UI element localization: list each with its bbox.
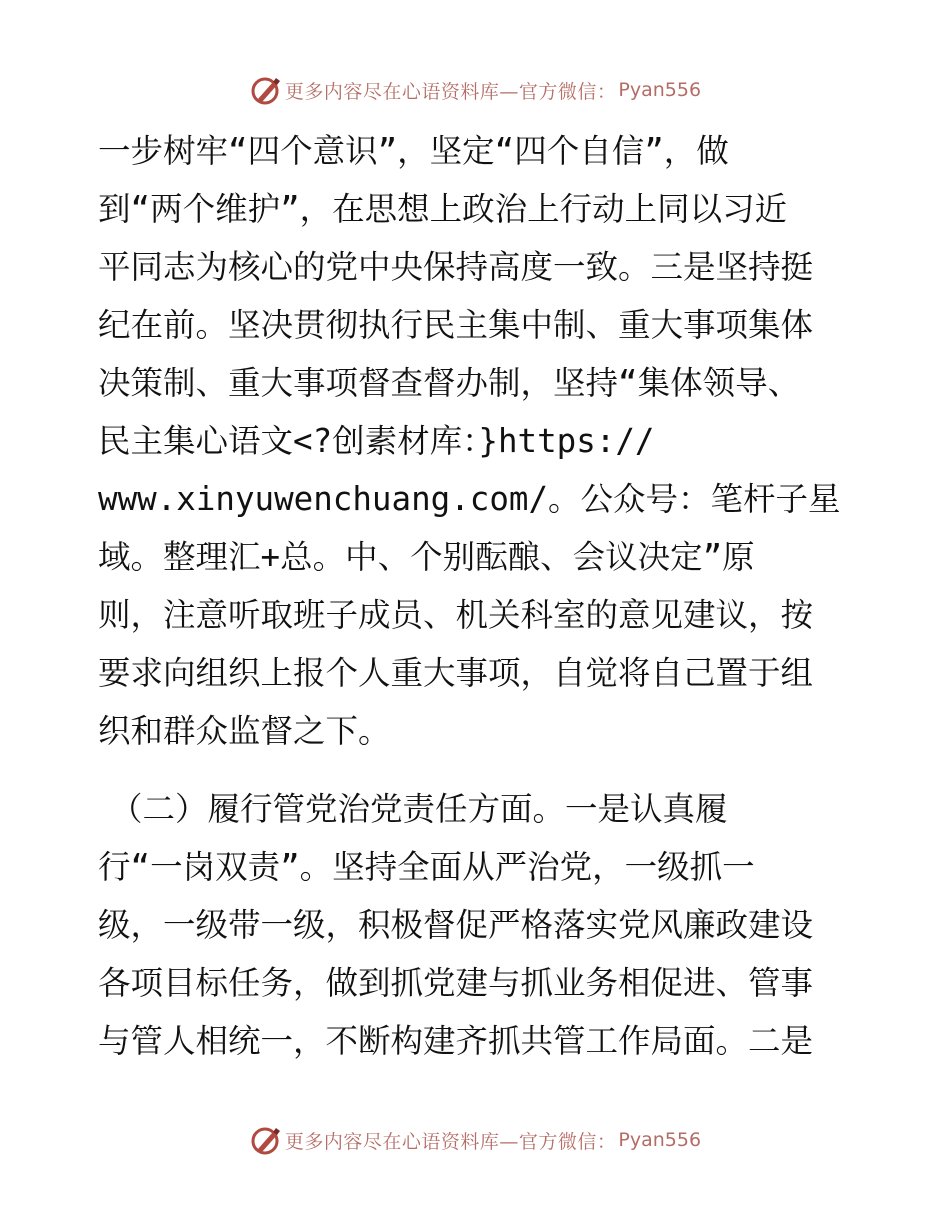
text-line: 要求向组织上报个人重大事项，自觉将自己置于组 — [98, 654, 814, 692]
pen-logo-icon — [249, 73, 283, 107]
paragraph-2 — [98, 780, 858, 1070]
text-line: 一步树牢“四个意识”，坚定“四个自信”，做 — [98, 132, 729, 170]
pen-logo-icon — [249, 1123, 283, 1157]
text-line: 各项目标任务，做到抓党建与抓业务相促进、管事 — [98, 964, 814, 1002]
text-line: 民主集心语文<?创素材库：}https:// — [98, 422, 655, 460]
text-line: 平同志为核心的党中央保持高度一致。三是坚持挺 — [98, 248, 814, 286]
watermark-text: 更多内容尽在心语资料库—官方微信： — [284, 1130, 617, 1153]
paragraph-spacer — [98, 760, 858, 780]
text-line: 织和群众监督之下。 — [98, 712, 391, 750]
text-line: 级，一级带一级，积极督促严格落实党风廉政建设 — [98, 906, 814, 944]
text-line: www.xinyuwenchuang.com/。公众号：笔杆子星 — [98, 480, 841, 518]
text-line: （二）履行管党治党责任方面。一是认真履 — [110, 790, 728, 828]
document-body — [98, 122, 858, 1070]
text-line: 到“两个维护”，在思想上政治上行动上同以习近 — [98, 190, 788, 228]
text-line: 与管人相统一，不断构建齐抓共管工作局面。二是 — [98, 1022, 814, 1060]
text-line: 纪在前。坚决贯彻执行民主集中制、重大事项集体 — [98, 306, 814, 344]
watermark-wechat-id: Pyan556 — [618, 79, 702, 101]
text-line: 决策制、重大事项督查督办制，坚持“集体领导、 — [98, 364, 801, 402]
header-watermark — [0, 70, 950, 110]
watermark-wechat-id: Pyan556 — [618, 1129, 702, 1151]
paragraph-1 — [98, 122, 858, 760]
text-line: 域。整理汇+总。中、个别酝酿、会议决定”原 — [98, 538, 755, 576]
footer-watermark — [0, 1120, 950, 1160]
text-line: 则，注意听取班子成员、机关科室的意见建议，按 — [98, 596, 814, 634]
watermark-text: 更多内容尽在心语资料库—官方微信： — [284, 80, 617, 103]
text-line: 行“一岗双责”。坚持全面从严治党，一级抓一 — [98, 848, 755, 886]
